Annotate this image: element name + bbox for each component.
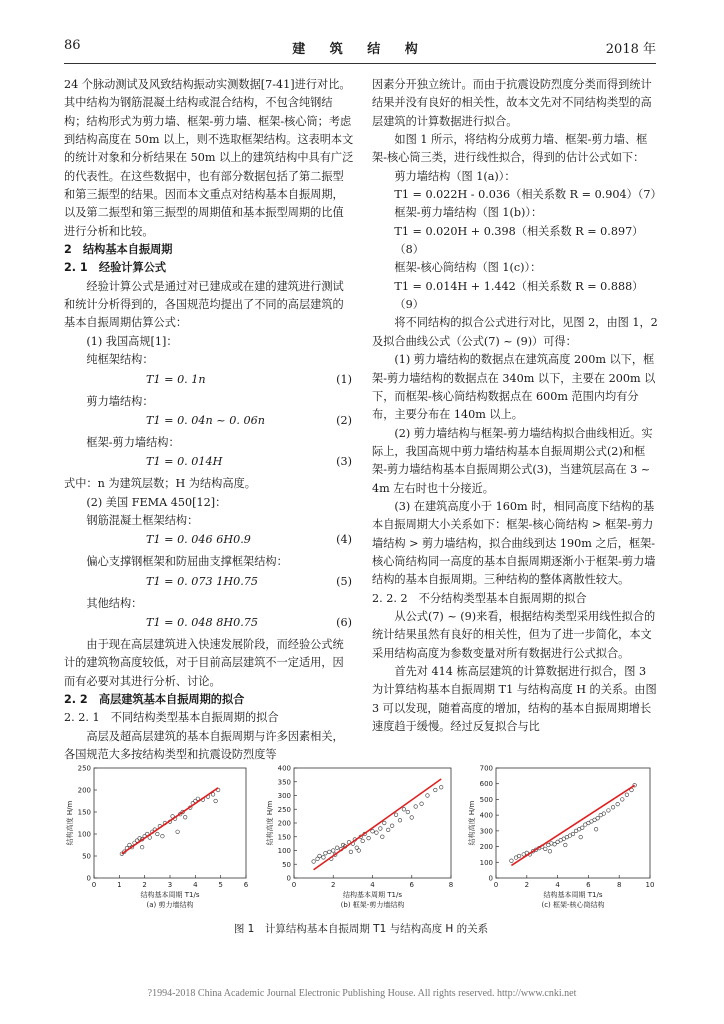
subsection-heading: 2. 1 经验计算公式 [64,261,167,275]
chart-panel-a [64,762,254,912]
x-tick-label: 6 [243,881,249,889]
header-rule [64,63,656,64]
x-tick-label: 0 [91,881,97,889]
y-tick-label: 300 [277,792,291,800]
y-tick-label: 250 [77,764,91,773]
section-heading: 2 结构基本自振周期 [64,243,173,257]
list-item: (2) 剪力墙结构与框架-剪力墙结构拟合曲线相近。实际上，我国高规中剪力墙结构基本自振周期公式(2)和框架-剪力墙结构基本自振周期公式(3)，当建筑层高在 3 ~ 4m 左右时也十分接近。 [372,426,653,495]
subsubsection-heading: 2. 2. 2 不分结构类型基本自振周期的拟合 [372,591,587,605]
structure-label: 其他结构： [86,596,143,610]
y-tick-label: 100 [479,858,493,867]
chart-subtitle: (b) 框架-剪力墙结构 [340,901,405,909]
list-label: (2) 美国 FEMA 450[12]： [86,495,227,509]
x-tick-label: 0 [493,881,499,889]
equation-3: T1 = 0. 014H (3) [146,455,352,469]
y-tick-label: 700 [479,764,493,773]
y-tick-label: 250 [277,805,291,814]
y-axis-label: 结构高度 H/m [266,800,274,846]
plot-frame [94,768,246,878]
list-item: (3) 在建筑高度小于 160m 时，相同高度下结构的基本自振周期大小关系如下：框架-核心筒结构 > 框架-剪力墙结构 > 剪力墙结构，拟合曲线到达 190m 之后，框架-核心筒结构同一高度的基本自振周期逐渐小于框架-剪力墙结构的基本自振周期。三种结构的整体离散性较大。 [372,499,656,587]
structure-label: 框架-核心筒结构（图 1(c)）： [394,261,542,275]
y-tick-label: 150 [77,808,91,817]
figure-1 [64,762,658,912]
structure-label: 钢筋混凝土框架结构： [86,513,199,527]
structure-label: 剪力墙结构（图 1(a)）： [394,169,516,183]
chart-panel-c [466,762,658,912]
structure-label: 剪力墙结构： [86,394,154,408]
equation-note: 式中：n 为建筑层数；H 为结构高度。 [64,477,256,491]
issue-year: 2018 年 [605,42,656,57]
y-tick-label: 0 [488,874,493,883]
equation-1: T1 = 0. 1n (1) [146,372,352,386]
x-axis-label: 结构基本周期 T1/s [543,891,603,899]
paragraph: 如图 1 所示，将结构分成剪力墙、框架-剪力墙、框架-核心筒三类，进行线性拟合，得到的估计公式如下： [372,133,648,165]
x-axis-label: 结构基本周期 T1/s [140,891,200,899]
x-tick-label: 1 [117,881,122,889]
equation-2: T1 = 0. 04n ~ 0. 06n (2) [146,413,352,427]
structure-label: 纯框架结构： [86,353,154,367]
y-tick-label: 50 [82,852,91,861]
x-tick-label: 0 [291,881,297,889]
list-label: (1) 我国高规[1]： [86,334,178,348]
x-tick-label: 2 [142,881,147,889]
y-axis-label: 结构高度 H/m [468,800,476,846]
paragraph: 从公式(7) ~ (9)来看，根据结构类型采用线性拟合的统计结果虽然有良好的相关性，但为了进一步简化，本文采用结构高度为参数变量对所有数据进行公式拟合。 [372,609,656,660]
y-tick-label: 100 [77,830,91,839]
y-tick-label: 500 [479,795,493,804]
structure-label: 框架-剪力墙结构： [86,435,180,449]
x-tick-label: 6 [586,881,591,889]
equation-7: T1 = 0.022H - 0.036（相关系数 R = 0.904）（7） [394,188,662,202]
x-tick-label: 4 [193,881,198,889]
y-tick-label: 200 [77,786,91,795]
page-number: 86 [64,38,81,53]
y-tick-label: 350 [277,778,291,787]
structure-label: 偏心支撑钢框架和防屈曲支撑框架结构： [86,555,288,569]
paragraph: 24 个脉动测试及风致结构振动实测数据[7-41]进行对比。其中结构为钢筋混凝土结构或混合结构，不包含纯钢结构；结构形式为剪力墙、框架-剪力墙、框架-核心筒；考虑到结构高度在 50m 以上，则不选取框架结构。这表明本文的统计对象和分析结果在 50m 以上的建筑结构中具有广泛的代表性。在这些数据中，也有部分数据包括了第二振型和第三振型的结果。因而本文重点对结构基本自振周期，以及第二振型和第三振型的周期值和基本振型周期的比值进行分析和比较。 [64,78,354,238]
paragraph: 高层及超高层建筑的基本自振周期与许多因素相关，各国规范大多按结构类型和抗震设防烈度等 [64,729,344,761]
equation-6: T1 = 0. 048 8H0.75 (6) [146,615,352,629]
y-tick-label: 200 [479,843,493,852]
plot-frame [496,768,650,878]
copyright-footer: ?1994-2018 China Academic Journal Electronic Publishing House. All rights reserved. http://www.cnki.net [147,988,577,999]
x-tick-label: 8 [448,881,454,889]
y-tick-label: 100 [277,847,291,855]
y-tick-label: 400 [277,764,291,773]
chart-panel-b [264,762,459,912]
subsection-heading: 2. 2 高层建筑基本自振周期的拟合 [64,692,245,706]
x-tick-label: 4 [555,881,560,889]
plot-frame [294,768,451,878]
right-column [372,76,662,736]
paragraph: 首先对 414 栋高层建筑的计算数据进行拟合，图 3 为计算结构基本自振周期 T1 与结构高度 H 的关系。由图 3 可以发现，随着高度的增加，结构的基本自振周期增长速度趋于缓慢。经过反复拟合与比 [372,665,657,734]
x-tick-label: 2 [524,881,530,889]
paragraph: 将不同结构的拟合公式进行对比，见图 2，由图 1，2 及拟合曲线公式（公式(7) ~ (9)）可得： [372,316,658,348]
chart-subtitle: (c) 框架-核心筒结构 [541,901,605,909]
y-axis-label: 结构高度 H/m [66,800,74,846]
figure-caption: 图 1 计算结构基本自振周期 T1 与结构高度 H 的关系 [233,923,489,935]
x-tick-label: 6 [409,881,414,889]
x-tick-label: 10 [645,881,655,889]
paragraph: 由于现在高层建筑进入快速发展阶段，而经验公式统计的建筑物高度较低，对于目前高层建筑不一定适用，因而有必要对其进行分析、讨论。 [64,637,344,688]
y-tick-label: 300 [479,827,493,836]
subsubsection-heading: 2. 2. 1 不同结构类型基本自振周期的拟合 [64,711,279,725]
x-axis-label: 结构基本周期 T1/s [343,891,402,899]
y-tick-label: 50 [282,860,291,869]
page-header [64,38,656,58]
left-column [64,76,354,764]
structure-label: 框架-剪力墙结构（图 1(b)）： [394,206,543,220]
y-tick-label: 400 [479,811,493,820]
paragraph: 经验计算公式是通过对已建成或在建的建筑进行测试和统计分析得到的，各国规范均提出了不同的高层建筑的基本自振周期估算公式： [64,279,344,330]
x-tick-label: 4 [370,881,375,889]
equation-4: T1 = 0. 046 6H0.9 (4) [146,533,352,547]
equation-9: T1 = 0.014H + 1.442（相关系数 R = 0.888）（9） [394,279,644,312]
x-tick-label: 3 [167,881,173,889]
list-item: (1) 剪力墙结构的数据点在建筑高度 200m 以下，框架-剪力墙结构的数据点在 340m 以下，主要在 200m 以下，而框架-核心筒结构数据点在 600m 范围内均有分布，主要分布在 140m 以上。 [372,353,656,422]
x-tick-label: 2 [331,881,336,889]
x-tick-label: 8 [616,881,622,889]
x-tick-label: 5 [218,881,223,889]
equation-8: T1 = 0.020H + 0.398（相关系数 R = 0.897）（8） [394,224,644,257]
y-tick-label: 150 [277,833,291,842]
equation-5: T1 = 0. 073 1H0.75 (5) [146,574,352,588]
y-tick-label: 0 [86,874,91,883]
y-tick-label: 200 [277,819,291,828]
y-tick-label: 600 [479,780,493,789]
journal-title: 建 筑 结 构 [292,42,428,57]
y-tick-label: 0 [286,874,291,883]
chart-subtitle: (a) 剪力墙结构 [146,901,194,909]
paragraph: 因素分开独立统计。而由于抗震设防烈度分类而得到统计结果并没有良好的相关性，故本文先对不同结构类型的高层建筑的计算数据进行拟合。 [372,78,652,128]
